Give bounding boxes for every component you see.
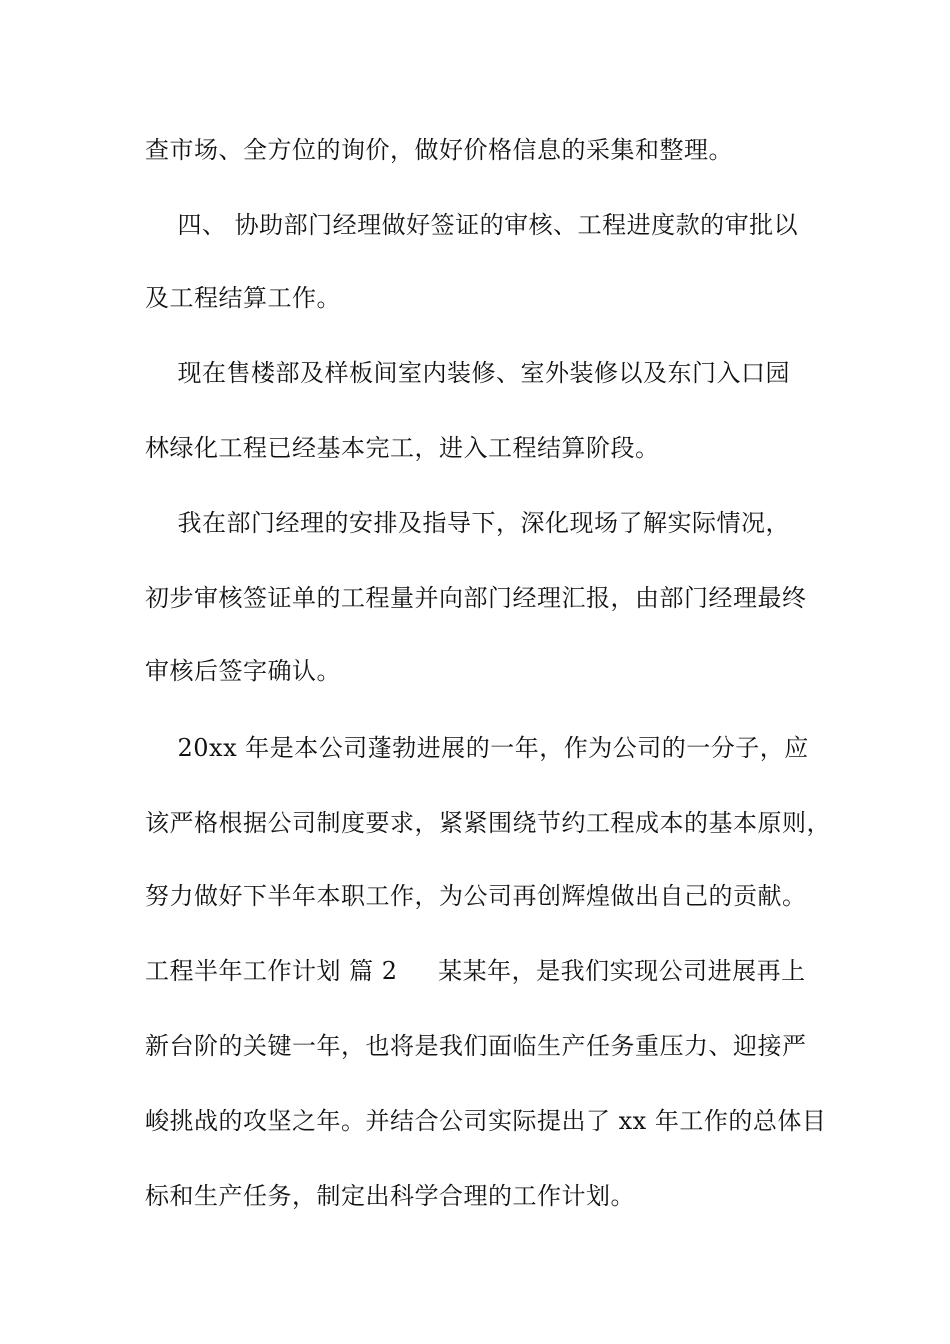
text-line: 峻挑战的攻坚之年。并结合公司实际提出了 xx 年工作的总体目 bbox=[145, 1107, 827, 1135]
text-line: 审核后签字确认。 bbox=[145, 657, 341, 685]
text-line: 林绿化工程已经基本完工，进入工程结算阶段。 bbox=[145, 434, 660, 462]
text-line: 查市场、全方位的询价，做好价格信息的采集和整理。 bbox=[145, 136, 733, 164]
text-line: 及工程结算工作。 bbox=[145, 284, 341, 312]
text-line: 现在售楼部及样板间室内装修、室外装修以及东门入口园 bbox=[145, 359, 791, 387]
text-line: 20xx 年是本公司蓬勃进展的一年，作为公司的一分子，应 bbox=[145, 734, 809, 762]
text-line: 标和生产任务，制定出科学合理的工作计划。 bbox=[145, 1182, 635, 1210]
text-line: 我在部门经理的安排及指导下，深化现场了解实际情况， bbox=[145, 509, 791, 537]
section-heading-line: 工程半年工作计划 篇 2 某某年，是我们实现公司进展再上 bbox=[145, 957, 806, 985]
text-line: 努力做好下半年本职工作，为公司再创辉煌做出自己的贡献。 bbox=[145, 882, 807, 910]
text-line: 四、 协助部门经理做好签证的审核、工程进度款的审批以 bbox=[145, 211, 799, 239]
text-line: 新台阶的关键一年，也将是我们面临生产任务重压力、迎接严 bbox=[145, 1032, 807, 1060]
text-line: 该严格根据公司制度要求，紧紧围绕节约工程成本的基本原则， bbox=[145, 809, 831, 837]
text-line: 初步审核签证单的工程量并向部门经理汇报，由部门经理最终 bbox=[145, 584, 807, 612]
